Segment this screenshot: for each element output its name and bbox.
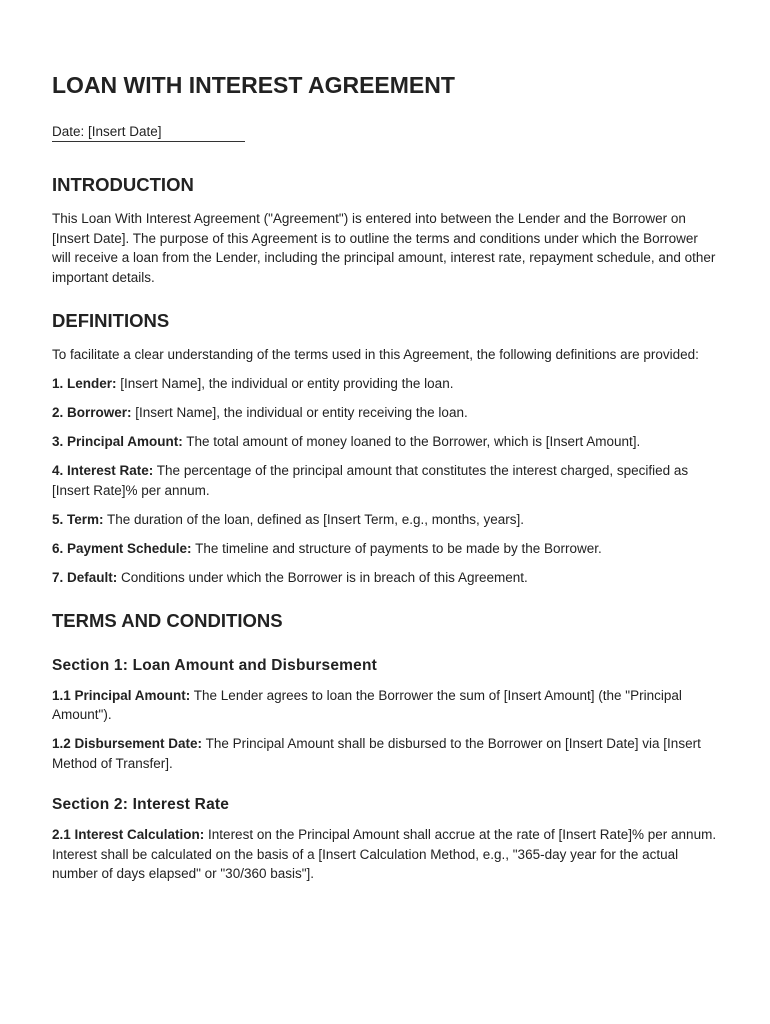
definition-text: Conditions under which the Borrower is in breach of this Agreement. [117, 570, 528, 586]
definition-text: The duration of the loan, defined as [Insert Term, e.g., months, years]. [103, 511, 524, 527]
section-2-heading: Section 2: Interest Rate [52, 796, 230, 814]
definition-text: The total amount of money loaned to the Borrower, which is [Insert Amount]. [182, 434, 641, 450]
clause-1-1 [52, 686, 718, 725]
definition-item-default [52, 568, 718, 588]
definition-item-borrower [52, 403, 718, 423]
definition-text: [Insert Name], the individual or entity receiving the loan. [131, 405, 468, 421]
introduction-paragraph: This Loan With Interest Agreement ("Agreement") is entered into between the Lender and the Borrower on [Insert Date]. The purpose of this Agreement is to outline the terms and conditions under which the Borrower will receive a loan from the Lender, including the principal amount, interest rate, repayment schedule, and other important details. [52, 211, 716, 285]
terms-heading: TERMS AND CONDITIONS [52, 609, 283, 631]
clause-1-2 [52, 734, 718, 773]
introduction-heading: INTRODUCTION [52, 174, 194, 195]
definition-item-principal-amount [52, 432, 718, 452]
definition-term: 3. Principal Amount: [52, 434, 183, 450]
clause-label: 1.1 Principal Amount: [52, 687, 191, 703]
definition-item-lender [52, 374, 718, 394]
definition-term: 5. Term: [52, 511, 104, 527]
document-title: LOAN WITH INTEREST AGREEMENT [52, 72, 455, 98]
definition-item-payment-schedule [52, 539, 718, 559]
definition-item-interest-rate [52, 461, 718, 500]
definition-text: [Insert Name], the individual or entity providing the loan. [116, 375, 454, 391]
definition-term: 6. Payment Schedule: [52, 541, 192, 557]
definitions-heading: DEFINITIONS [52, 310, 170, 332]
section-1-heading: Section 1: Loan Amount and Disbursement [52, 656, 378, 674]
date-field: Date: [Insert Date] [52, 123, 245, 142]
definition-text: The percentage of the principal amount that constitutes the interest charged, specified as [Insert Rate]% per annum. [52, 463, 689, 498]
definition-term: 2. Borrower: [52, 405, 132, 421]
clause-text: The Lender agrees to loan the Borrower the sum of [Insert Amount] (the "Principal Amount"). [52, 687, 682, 723]
definition-item-term [52, 510, 718, 530]
definitions-intro: To facilitate a clear understanding of the terms used in this Agreement, the following definitions are provided: [52, 347, 699, 363]
clause-label: 2.1 Interest Calculation: [52, 827, 205, 843]
clause-text: The Principal Amount shall be disbursed to the Borrower on [Insert Date] via [Insert Method of Transfer]. [52, 735, 701, 771]
definition-term: 7. Default: [52, 570, 118, 586]
clause-label: 1.2 Disbursement Date: [52, 735, 203, 751]
definition-term: 1. Lender: [52, 375, 117, 391]
clause-text: Interest on the Principal Amount shall accrue at the rate of [Insert Rate]% per annum. Interest shall be calculated on the basis of a [Insert Calculation Method, e.g., "365-day year for the actual number of days elapsed" or "30/360 basis"]. [52, 827, 717, 882]
definition-term: 4. Interest Rate: [52, 463, 154, 479]
clause-2-1 [52, 825, 718, 884]
definition-text: The timeline and structure of payments to be made by the Borrower. [191, 541, 602, 557]
